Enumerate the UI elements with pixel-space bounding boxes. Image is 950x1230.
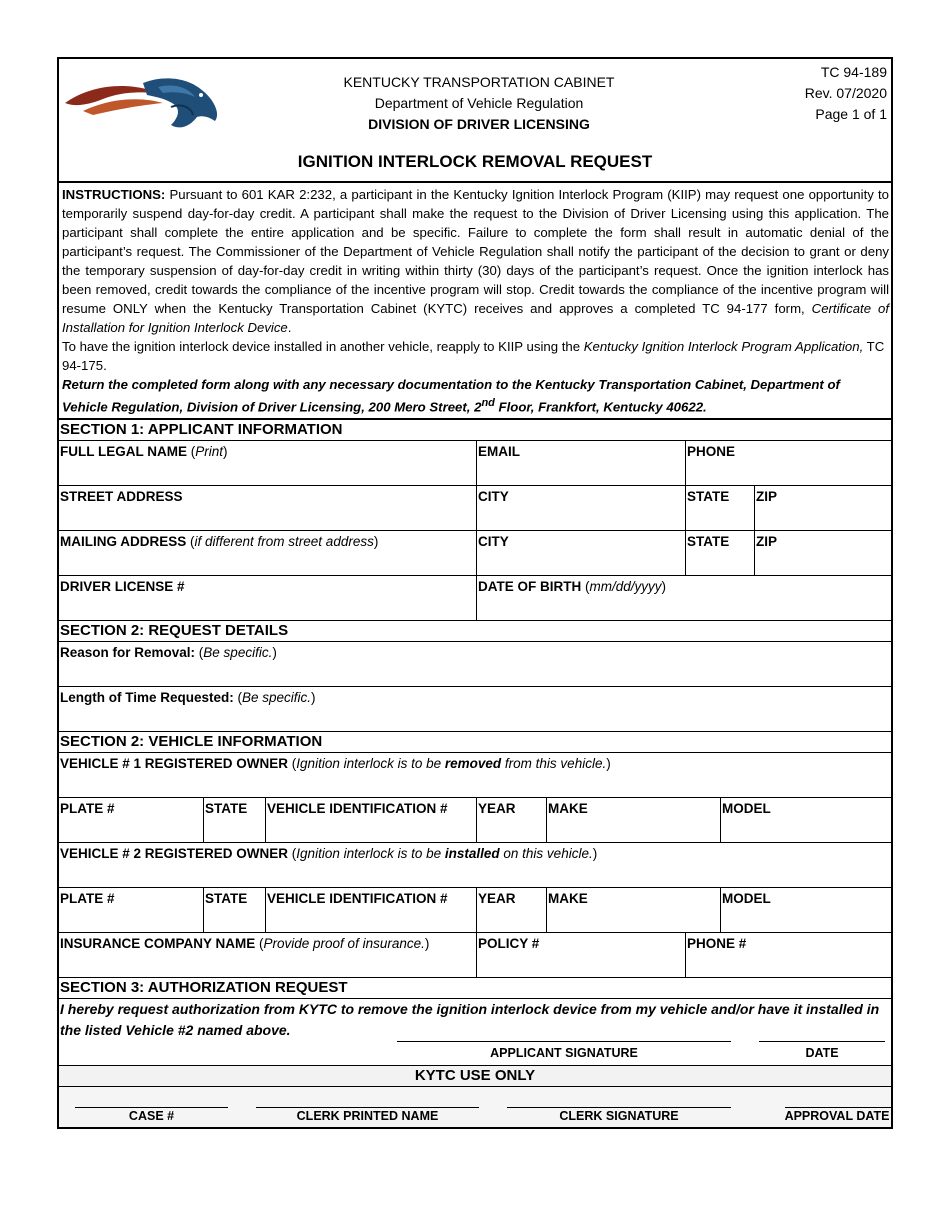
phone-field[interactable]: PHONE bbox=[687, 444, 736, 460]
mailing-zip-field[interactable]: ZIP bbox=[756, 534, 778, 550]
agency-block bbox=[289, 72, 669, 135]
section1-row-license bbox=[59, 576, 891, 621]
length-field[interactable]: Length of Time Requested: (Be specific.) bbox=[59, 687, 891, 732]
form-title: IGNITION INTERLOCK REMOVAL REQUEST bbox=[297, 152, 653, 171]
form-revision: Rev. 07/2020 bbox=[804, 85, 887, 101]
clerk-signature-line[interactable] bbox=[507, 1107, 731, 1108]
v2-vin-field[interactable]: VEHICLE IDENTIFICATION # bbox=[266, 888, 477, 932]
form bbox=[57, 57, 893, 1129]
policy-field[interactable]: POLICY # bbox=[477, 933, 686, 977]
v2-model-field[interactable]: MODEL bbox=[722, 891, 771, 907]
v2-state-field[interactable]: STATE bbox=[204, 888, 266, 932]
form-number-block bbox=[805, 62, 887, 125]
v1-vin-field[interactable]: VEHICLE IDENTIFICATION # bbox=[266, 798, 477, 842]
clerk-signature-label: CLERK SIGNATURE bbox=[559, 1109, 679, 1124]
insurance-company-field[interactable]: INSURANCE COMPANY NAME (Provide proof of insurance.) bbox=[59, 933, 477, 977]
kytc-use-only-row bbox=[59, 1087, 891, 1127]
date-label: DATE bbox=[805, 1046, 839, 1061]
clerk-name-label: CLERK PRINTED NAME bbox=[296, 1109, 439, 1124]
driver-license-field[interactable]: DRIVER LICENSE # bbox=[59, 576, 477, 620]
agency-line1: KENTUCKY TRANSPORTATION CABINET bbox=[343, 74, 615, 90]
applicant-signature-line[interactable] bbox=[397, 1041, 731, 1042]
reason-field[interactable]: Reason for Removal: (Be specific.) bbox=[59, 642, 891, 687]
applicant-signature-row bbox=[59, 1041, 891, 1066]
case-label: CASE # bbox=[128, 1109, 175, 1124]
vehicle1-owner-field[interactable]: VEHICLE # 1 REGISTERED OWNER (Ignition interlock is to be removed from this vehicle.) bbox=[59, 753, 891, 798]
v1-model-field[interactable]: MODEL bbox=[722, 801, 771, 817]
section2-title: SECTION 2: REQUEST DETAILS bbox=[59, 621, 891, 642]
section3-title: SECTION 3: AUTHORIZATION REQUEST bbox=[59, 978, 891, 999]
form-number: TC 94-189 bbox=[820, 64, 887, 80]
instructions-cert-title: Certificate of Installation for Ignition Interlock Device bbox=[62, 301, 889, 335]
street-address-field[interactable]: STREET ADDRESS bbox=[59, 486, 477, 530]
section1-row-mailing bbox=[59, 531, 891, 576]
vehicle2-owner-field[interactable]: VEHICLE # 2 REGISTERED OWNER (Ignition interlock is to be installed on this vehicle.) bbox=[59, 843, 891, 888]
vehicle2-details-row bbox=[59, 888, 891, 933]
authorization-statement: I hereby request authorization from KYTC to remove the ignition interlock device from my vehicle and/or have it installed in the listed Vehicle #2 named above. bbox=[60, 1001, 880, 1039]
reapply-text: To have the ignition interlock device installed in another vehicle, reapply to KIIP using the Kentucky Ignition Interlock Program Application, TC 94-175. bbox=[62, 339, 885, 373]
zip-field[interactable]: ZIP bbox=[756, 489, 778, 505]
instructions-body: Pursuant to 601 KAR 2:232, a participant in the Kentucky Ignition Interlock Program (KIIP) may request one opportunity to temporarily suspend day-for-day credit. A participant shall make the request to the Division of Driver Licensing using this application. The participant shall complete the entire application and be specific. Failure to complete the form shall result in automatic denial of the participant’s request. The Commissioner of the Department of Vehicle Regulation shall notify the participant of the decision to grant or deny the temporary suspension of day-for-day credit in writing within thirty (30) days of the participant’s request. Once the ignition interlock has been removed, credit towards the compliance of the incentive program will stop. Credit towards the compliance of the incentive program will resume ONLY when the Kentucky Transportation Cabinet (KYTC) receives and approves a completed TC 94-177 form, bbox=[62, 187, 889, 316]
v1-plate-field[interactable]: PLATE # bbox=[59, 798, 204, 842]
mailing-state-field[interactable]: STATE bbox=[686, 531, 755, 575]
insurance-phone-field[interactable]: PHONE # bbox=[687, 936, 747, 952]
agency-line3: DIVISION OF DRIVER LICENSING bbox=[368, 116, 590, 132]
v2-year-field[interactable]: YEAR bbox=[477, 888, 547, 932]
form-header bbox=[59, 59, 891, 183]
v2-make-field[interactable]: MAKE bbox=[547, 888, 721, 932]
clerk-name-line[interactable] bbox=[256, 1107, 479, 1108]
kytc-use-only-title: KYTC USE ONLY bbox=[59, 1066, 891, 1087]
state-field[interactable]: STATE bbox=[686, 486, 755, 530]
mailing-address-field[interactable]: MAILING ADDRESS (if different from street address) bbox=[59, 531, 477, 575]
instructions-label: INSTRUCTIONS: bbox=[62, 187, 166, 202]
section1-row-street bbox=[59, 486, 891, 531]
section1-title: SECTION 1: APPLICANT INFORMATION bbox=[59, 420, 891, 441]
page-number: Page 1 of 1 bbox=[815, 106, 887, 122]
applicant-signature-label: APPLICANT SIGNATURE bbox=[490, 1046, 638, 1061]
v1-state-field[interactable]: STATE bbox=[204, 798, 266, 842]
vehicle1-details-row bbox=[59, 798, 891, 843]
case-line[interactable] bbox=[75, 1107, 228, 1108]
dob-field[interactable]: DATE OF BIRTH (mm/dd/yyyy) bbox=[478, 579, 667, 595]
kytc-logo bbox=[63, 73, 223, 133]
v2-plate-field[interactable]: PLATE # bbox=[59, 888, 204, 932]
approval-date-line[interactable] bbox=[785, 1107, 891, 1108]
insurance-row bbox=[59, 933, 891, 978]
section1-row-name bbox=[59, 441, 891, 486]
instructions: INSTRUCTIONS: Pursuant to 601 KAR 2:232, a participant in the Kentucky Ignition Interlock Program (KIIP) may request one opportunity to temporarily suspend day-for-day credit. A participant shall make the request to the Division of Driver Licensing using this application. The participant shall complete the entire application and be specific. Failure to complete the form shall result in automatic denial of the participant’s request. The Commissioner of the Department of Vehicle Regulation shall notify the participant of the decision to grant or deny the temporary suspension of day-for-day credit in writing within thirty (30) days of the participant’s request. Once the ignition interlock has been removed, credit towards the compliance of the incentive program will stop. Credit towards the compliance of the incentive program will resume ONLY when the Kentucky Transportation Cabinet (KYTC) receives and approves a completed TC 94-177 form, Certificate of Installation for Ignition Interlock Device. To have the ignition interlock device installed in another vehicle, reapply to KIIP using the Kentucky Ignition Interlock Program Application, TC 94-175. Return the completed form along with any necessary documentation to the Kentucky Transportation Cabinet, Department of Vehicle Regulation, Division of Driver Licensing, 200 Mero Street, 2nd Floor, Frankfort, Kentucky 40622. bbox=[59, 183, 891, 420]
return-address: Return the completed form along with any necessary documentation to the Kentucky Transportation Cabinet, Department of Vehicle Regulation, Division of Driver Licensing, 200 Mero Street, 2nd Floor, Frankfort, Kentucky 40622. bbox=[62, 377, 840, 415]
vehicle-section-title: SECTION 2: VEHICLE INFORMATION bbox=[59, 732, 891, 753]
full-name-field[interactable]: FULL LEGAL NAME (Print) bbox=[59, 441, 477, 485]
approval-date-label: APPROVAL DATE bbox=[784, 1109, 890, 1124]
agency-line2: Department of Vehicle Regulation bbox=[374, 95, 584, 111]
v1-make-field[interactable]: MAKE bbox=[547, 798, 721, 842]
mailing-city-field[interactable]: CITY bbox=[477, 531, 686, 575]
v1-year-field[interactable]: YEAR bbox=[477, 798, 547, 842]
date-line[interactable] bbox=[759, 1041, 885, 1042]
city-field[interactable]: CITY bbox=[477, 486, 686, 530]
email-field[interactable]: EMAIL bbox=[477, 441, 686, 485]
